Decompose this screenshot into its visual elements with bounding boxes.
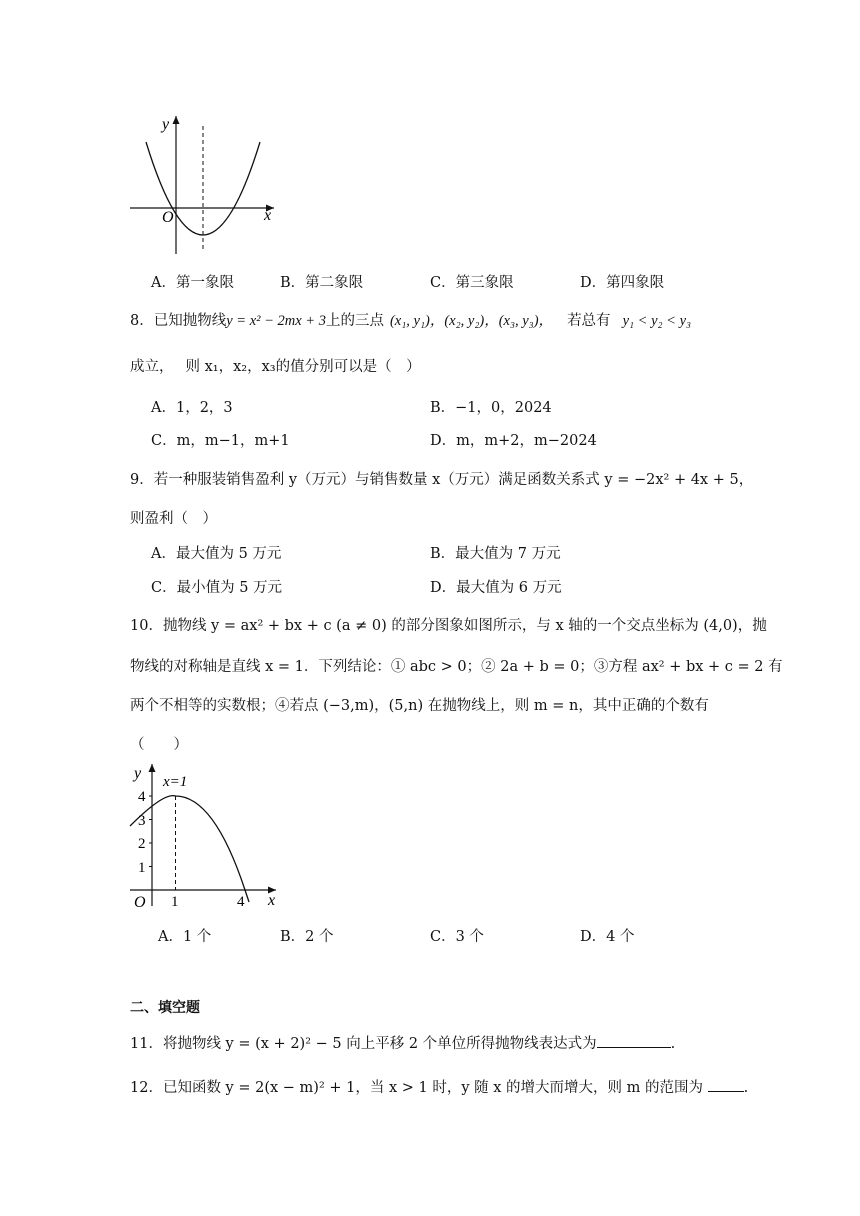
q8-option-b[interactable]: B．−1，0，2024 [430, 400, 552, 416]
q10-option-c[interactable]: C．3 个 [430, 929, 484, 945]
q8-option-c[interactable]: C．m，m−1，m+1 [151, 433, 290, 449]
question-8-line-1 [130, 309, 691, 330]
q9-option-b[interactable]: B．最大值为 7 万元 [430, 546, 561, 562]
q7-option-b[interactable]: B．第二象限 [280, 275, 364, 291]
q11-text: 11．将抛物线 y = (x + 2)² − 5 向上平移 2 个单位所得抛物线表达式为 [130, 1036, 597, 1052]
figure-parabola-q7 [124, 112, 284, 262]
fig2-x-label: x [268, 892, 276, 909]
q8-condition-text: 若总有 [567, 313, 611, 329]
q9-option-d[interactable]: D．最大值为 6 万元 [430, 580, 562, 596]
q8-points: (x₁, y₁)，(x₂, y₂)，(x₃, y₃)， [389, 313, 554, 329]
y-arrow-icon [173, 116, 180, 124]
q12-period: . [743, 1080, 749, 1096]
question-10-line-4: （ ） [130, 737, 188, 753]
q9-option-c[interactable]: C．最小值为 5 万元 [151, 580, 283, 596]
question-10-line-3: 两个不相等的实数根；④若点 (−3,m)，(5,n) 在抛物线上，则 m = n，其中正确的个数有 [130, 698, 709, 714]
q7-option-c[interactable]: C．第三象限 [430, 275, 514, 291]
q10-option-b[interactable]: B．2 个 [280, 929, 334, 945]
q8-stem-a: 8．已知抛物线 [130, 313, 227, 329]
q8-option-d[interactable]: D．m，m+2，m−2024 [430, 433, 597, 449]
q8-line2-a: 成立， [130, 359, 174, 375]
q8-stem-b: 上的三点 [325, 313, 384, 329]
fig2-y-tick-3: 3 [138, 813, 146, 829]
q12-answer-blank[interactable] [708, 1077, 744, 1092]
q10-option-a[interactable]: A．1 个 [158, 929, 212, 945]
q8-option-a[interactable]: A．1，2，3 [151, 400, 233, 416]
fig2-origin-label: O [134, 894, 146, 910]
question-8-line-2 [130, 355, 421, 376]
question-11 [130, 1032, 675, 1053]
question-9-line-2: 则盈利（ ） [130, 511, 217, 527]
question-9-line-1: 9．若一种服装销售盈利 y（万元）与销售数量 x（万元）满足函数关系式 y = −2x² + 4x + 5， [130, 472, 754, 488]
q12-text: 12．已知函数 y = 2(x − m)² + 1，当 x > 1 时，y 随 x 的增大而增大，则 m 的范围为 [130, 1080, 708, 1096]
fig2-y-tick-2: 2 [138, 836, 146, 852]
question-10-line-1: 10．抛物线 y = ax² + bx + c (a ≠ 0) 的部分图象如图所示，与 x 轴的一个交点坐标为 (4,0)，抛 [130, 618, 767, 634]
q11-answer-blank[interactable] [597, 1033, 671, 1048]
q8-line2-b: 则 x₁，x₂，x₃的值分别可以是（ ） [185, 359, 421, 375]
q8-function: y = x² − 2mx + 3 [226, 313, 326, 329]
fig1-origin-label: O [162, 209, 174, 226]
section-title-fill-in: 二、填空题 [130, 1000, 200, 1016]
q7-option-a[interactable]: A．第一象限 [151, 275, 234, 291]
fig2-x-tick-1: 1 [171, 894, 179, 910]
q11-period: . [670, 1036, 676, 1052]
fig2-y-tick-1: 1 [138, 860, 146, 876]
q7-option-d[interactable]: D．第四象限 [580, 275, 665, 291]
fig2-y-label: y [134, 765, 142, 782]
fig1-x-label: x [264, 207, 272, 224]
question-10-line-2: 物线的对称轴是直线 x = 1．下列结论：① abc > 0；② 2a + b = 0；③方程 ax² + bx + c = 2 有 [130, 659, 783, 675]
fig1-y-label: y [162, 116, 170, 133]
q10-option-d[interactable]: D．4 个 [580, 929, 635, 945]
y-arrow-icon [149, 764, 156, 772]
question-12 [130, 1076, 748, 1097]
figure-parabola-q10 [124, 758, 284, 910]
fig2-x-tick-4: 4 [237, 894, 245, 910]
q9-option-a[interactable]: A．最大值为 5 万元 [151, 546, 282, 562]
fig2-symmetry-label: x=1 [163, 774, 188, 790]
q8-condition: y₁ < y₂ < y₃ [622, 313, 692, 329]
fig2-y-tick-4: 4 [138, 789, 146, 805]
